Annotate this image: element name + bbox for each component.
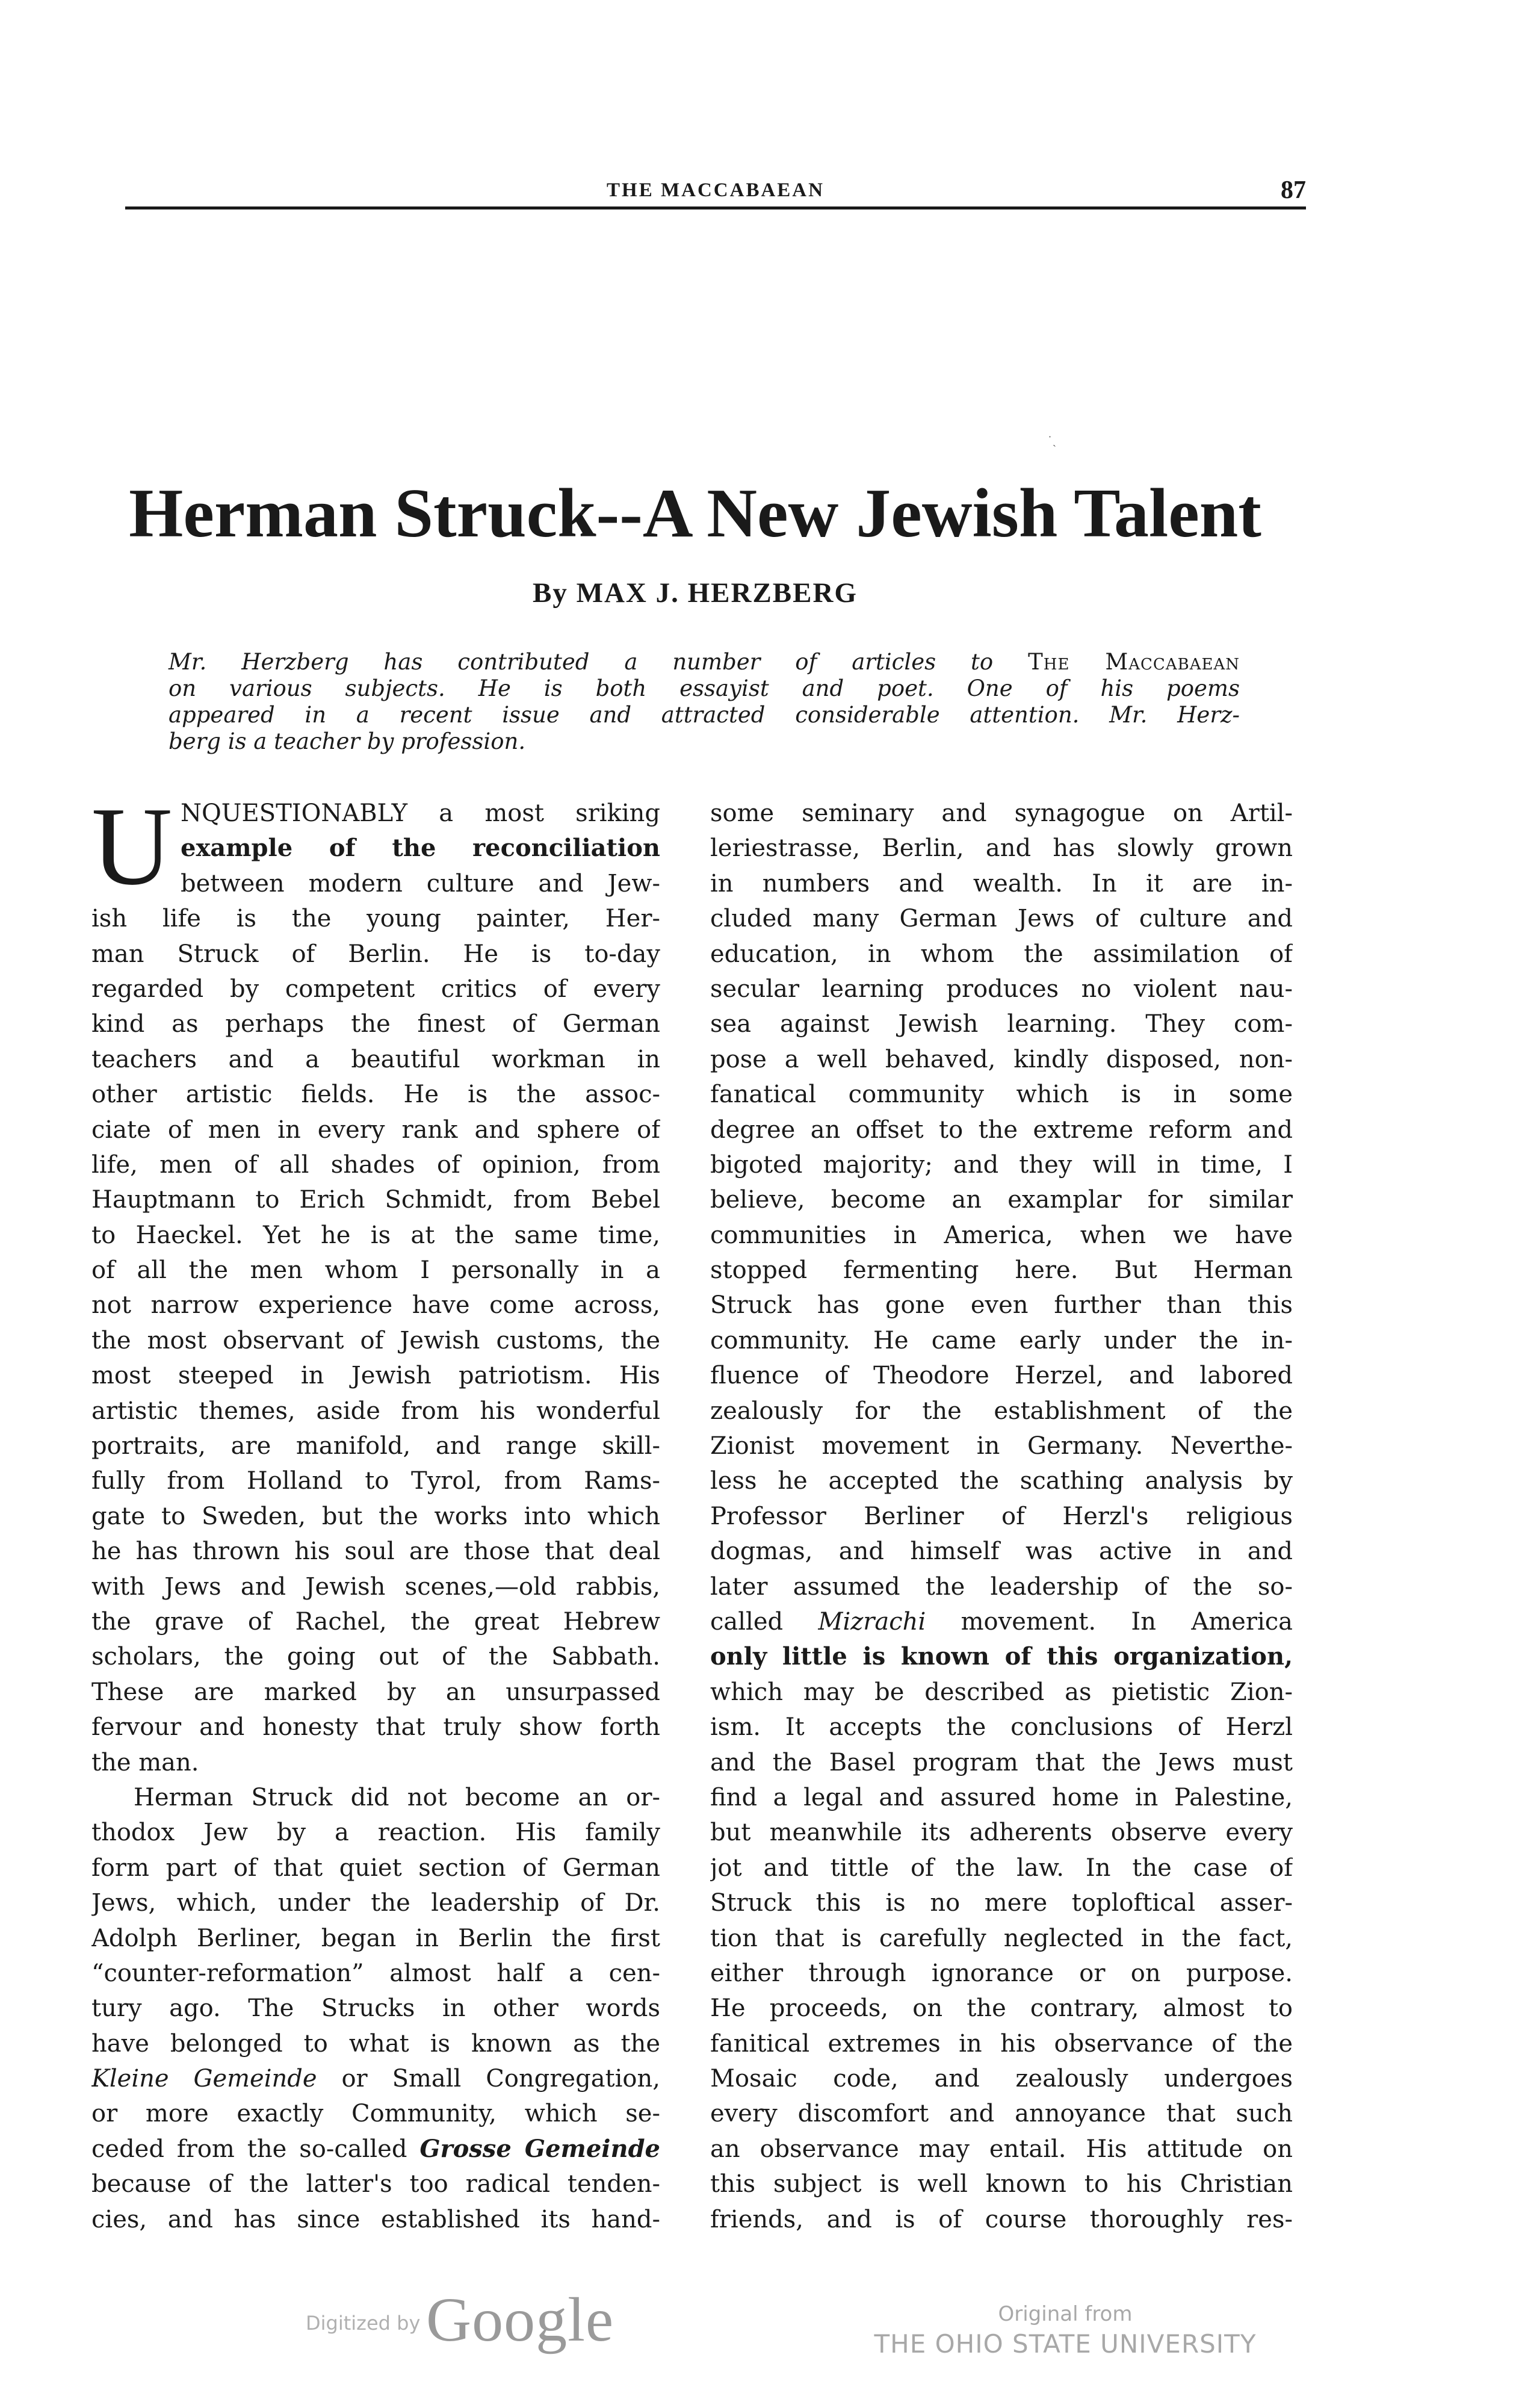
- text-span: movement. In America: [926, 1607, 1293, 1636]
- text-line: bigoted majority; and they will in time, I: [710, 1150, 1293, 1179]
- intro-text: Mr. Herzberg has contributed a number of articles to: [169, 649, 1029, 675]
- text-line: regarded by competent critics of every: [91, 975, 660, 1003]
- editorial-intro: [169, 649, 1240, 755]
- text-line: gate to Sweden, but the works into which: [91, 1502, 660, 1530]
- text-line: of all the men whom I personally in a: [91, 1256, 660, 1285]
- text-line: most steeped in Jewish patriotism. His: [91, 1362, 660, 1390]
- byline: By MAX J. HERZBERG: [533, 577, 858, 609]
- text-line: NQUESTIONABLY a most sriking: [181, 799, 660, 827]
- text-line: fluence of Theodore Herzel, and labored: [710, 1362, 1293, 1390]
- text-line: an observance may entail. His attitude on: [710, 2135, 1293, 2163]
- text-span: example of the reconciliation: [181, 834, 660, 863]
- text-line: cies, and has since established its hand-: [91, 2205, 660, 2233]
- text-line: ciate of men in every rank and sphere of: [91, 1116, 660, 1144]
- text-line: the grave of Rachel, the great Hebrew: [91, 1607, 660, 1636]
- text-line: [91, 831, 660, 866]
- text-line: Adolph Berliner, began in Berlin the first: [91, 1924, 660, 1952]
- text-line: [91, 2132, 660, 2167]
- text-line: dogmas, and himself was active in and: [710, 1538, 1293, 1566]
- text-line: leriestrasse, Berlin, and has slowly grown: [710, 834, 1293, 863]
- right-column: [710, 796, 1293, 2237]
- text-line: Struck has gone even further than this: [710, 1291, 1293, 1320]
- text-line: because of the latter's too radical tenden-: [91, 2170, 660, 2199]
- text-line: have belonged to what is known as the: [91, 2029, 660, 2058]
- text-line: tion that is carefully neglected in the fact,: [710, 1924, 1293, 1952]
- text-line: Zionist movement in Germany. Neverthe-: [710, 1432, 1293, 1460]
- text-line: only little is known of this organization,: [710, 1642, 1293, 1671]
- text-line: less he accepted the scathing analysis by: [710, 1467, 1293, 1495]
- text-span: ceded from the so-called: [91, 2135, 420, 2163]
- text-line: [91, 2061, 660, 2096]
- text-line: and the Basel program that the Jews must: [710, 1748, 1293, 1777]
- text-line: ish life is the young painter, Her-: [91, 905, 660, 933]
- google-logo: Google: [426, 2285, 614, 2354]
- text-line: this subject is well known to his Christian: [710, 2170, 1293, 2199]
- text-line: stopped fermenting here. But Herman: [710, 1256, 1293, 1285]
- text-line: man Struck of Berlin. He is to-day: [91, 940, 660, 968]
- text-line: form part of that quiet section of German: [91, 1854, 660, 1882]
- text-line: to Haeckel. Yet he is at the same time,: [91, 1221, 660, 1249]
- text-line: but meanwhile its adherents observe every: [710, 1819, 1293, 1847]
- text-line: secular learning produces no violent nau-: [710, 975, 1293, 1003]
- magazine-name: The Maccabaean: [1028, 649, 1240, 675]
- text-line: either through ignorance or on purpose.: [710, 1959, 1293, 1987]
- text-line: find a legal and assured home in Palestine,: [710, 1783, 1293, 1811]
- text-line: scholars, the going out of the Sabbath.: [91, 1643, 660, 1671]
- intro-line-4: berg is a teacher by profession.: [169, 728, 526, 754]
- scan-speck: ˙ˏ: [1047, 435, 1056, 447]
- text-line: every discomfort and annoyance that such: [710, 2100, 1293, 2128]
- university-name: THE OHIO STATE UNIVERSITY: [874, 2329, 1257, 2359]
- text-line: not narrow experience have come across,: [91, 1291, 660, 1320]
- text-line: artistic themes, aside from his wonderful: [91, 1397, 660, 1425]
- text-line: fanitical extremes in his observance of the: [710, 2029, 1293, 2058]
- library-attribution: [855, 2301, 1276, 2361]
- text-span: Grosse Gemeinde: [419, 2134, 660, 2163]
- text-line: kind as perhaps the finest of German: [91, 1010, 660, 1038]
- drop-cap: U: [91, 784, 173, 908]
- text-line: zealously for the establishment of the: [710, 1397, 1293, 1425]
- text-line: ism. It accepts the conclusions of Herzl: [710, 1713, 1293, 1742]
- text-line: other artistic fields. He is the assoc-: [91, 1081, 660, 1109]
- running-title: THE MACCABAEAN: [607, 179, 825, 201]
- text-line: education, in whom the assimilation of: [710, 940, 1293, 968]
- text-span: or Small Congregation,: [317, 2065, 660, 2093]
- text-line: portraits, are manifold, and range skill-: [91, 1432, 660, 1460]
- text-line: Herman Struck did not become an or-: [134, 1783, 660, 1811]
- text-line: Struck this is no mere toploftical asser-: [710, 1889, 1293, 1917]
- text-line: thodox Jew by a reaction. His family: [91, 1819, 660, 1847]
- text-line: “counter-reformation” almost half a cen-: [91, 1959, 660, 1987]
- text-line: believe, become an examplar for similar: [710, 1186, 1293, 1214]
- text-line: community. He came early under the in-: [710, 1326, 1293, 1354]
- text-span: Mizrachi: [818, 1607, 926, 1636]
- text-line: between modern culture and Jew-: [181, 869, 660, 898]
- text-line: [710, 1604, 1293, 1639]
- text-line: These are marked by an unsurpassed: [91, 1678, 660, 1706]
- text-line: degree an offset to the extreme reform and: [710, 1116, 1293, 1144]
- intro-line-3: appeared in a recent issue and attracted considerable attention. Mr. Herz-: [169, 702, 1240, 728]
- text-span: called: [710, 1607, 818, 1636]
- text-line: Mosaic code, and zealously undergoes: [710, 2065, 1293, 2093]
- text-line: jot and tittle of the law. In the case of: [710, 1854, 1293, 1882]
- text-line: later assumed the leadership of the so-: [710, 1572, 1293, 1601]
- text-line: fervour and honesty that truly show forth: [91, 1713, 660, 1742]
- text-line: fully from Holland to Tyrol, from Rams-: [91, 1467, 660, 1495]
- text-line: sea against Jewish learning. They com-: [710, 1010, 1293, 1038]
- text-line: the most observant of Jewish customs, the: [91, 1326, 660, 1354]
- digitized-by-text: Digitized by: [306, 2312, 421, 2335]
- original-from-text: Original from: [998, 2302, 1133, 2326]
- text-line: Professor Berliner of Herzl's religious: [710, 1502, 1293, 1530]
- text-line: in numbers and wealth. In it are in-: [710, 869, 1293, 898]
- text-line: tury ago. The Strucks in other words: [91, 1994, 660, 2023]
- text-line: the man.: [91, 1748, 199, 1777]
- intro-line-1: [169, 649, 1240, 675]
- text-line: Jews, which, under the leadership of Dr.: [91, 1889, 660, 1917]
- text-line: he has thrown his soul are those that deal: [91, 1538, 660, 1566]
- header-rule: [125, 206, 1306, 209]
- intro-line-2: on various subjects. He is both essayist and poet. One of his poems: [169, 675, 1240, 701]
- text-line: teachers and a beautiful workman in: [91, 1045, 660, 1073]
- text-line: life, men of all shades of opinion, from: [91, 1150, 660, 1179]
- text-line: with Jews and Jewish scenes,—old rabbis,: [91, 1572, 660, 1601]
- text-line: some seminary and synagogue on Artil-: [710, 799, 1293, 827]
- text-span: Kleine Gemeinde: [91, 2065, 317, 2093]
- text-line: or more exactly Community, which se-: [91, 2100, 660, 2128]
- article-title: Herman Struck--A New Jewish Talent: [129, 475, 1261, 552]
- text-line: Hauptmann to Erich Schmidt, from Bebel: [91, 1186, 660, 1214]
- drop-cap-block: [91, 784, 660, 908]
- text-line: friends, and is of course thoroughly res-: [710, 2205, 1293, 2233]
- text-line: pose a well behaved, kindly disposed, non-: [710, 1045, 1293, 1073]
- text-line: cluded many German Jews of culture and: [710, 905, 1293, 933]
- text-line: fanatical community which is in some: [710, 1081, 1293, 1109]
- text-line: which may be described as pietistic Zion-: [710, 1678, 1293, 1706]
- text-line: communities in America, when we have: [710, 1221, 1293, 1249]
- left-column: [91, 784, 660, 2237]
- page-number: 87: [1281, 176, 1306, 204]
- text-line: He proceeds, on the contrary, almost to: [710, 1994, 1293, 2023]
